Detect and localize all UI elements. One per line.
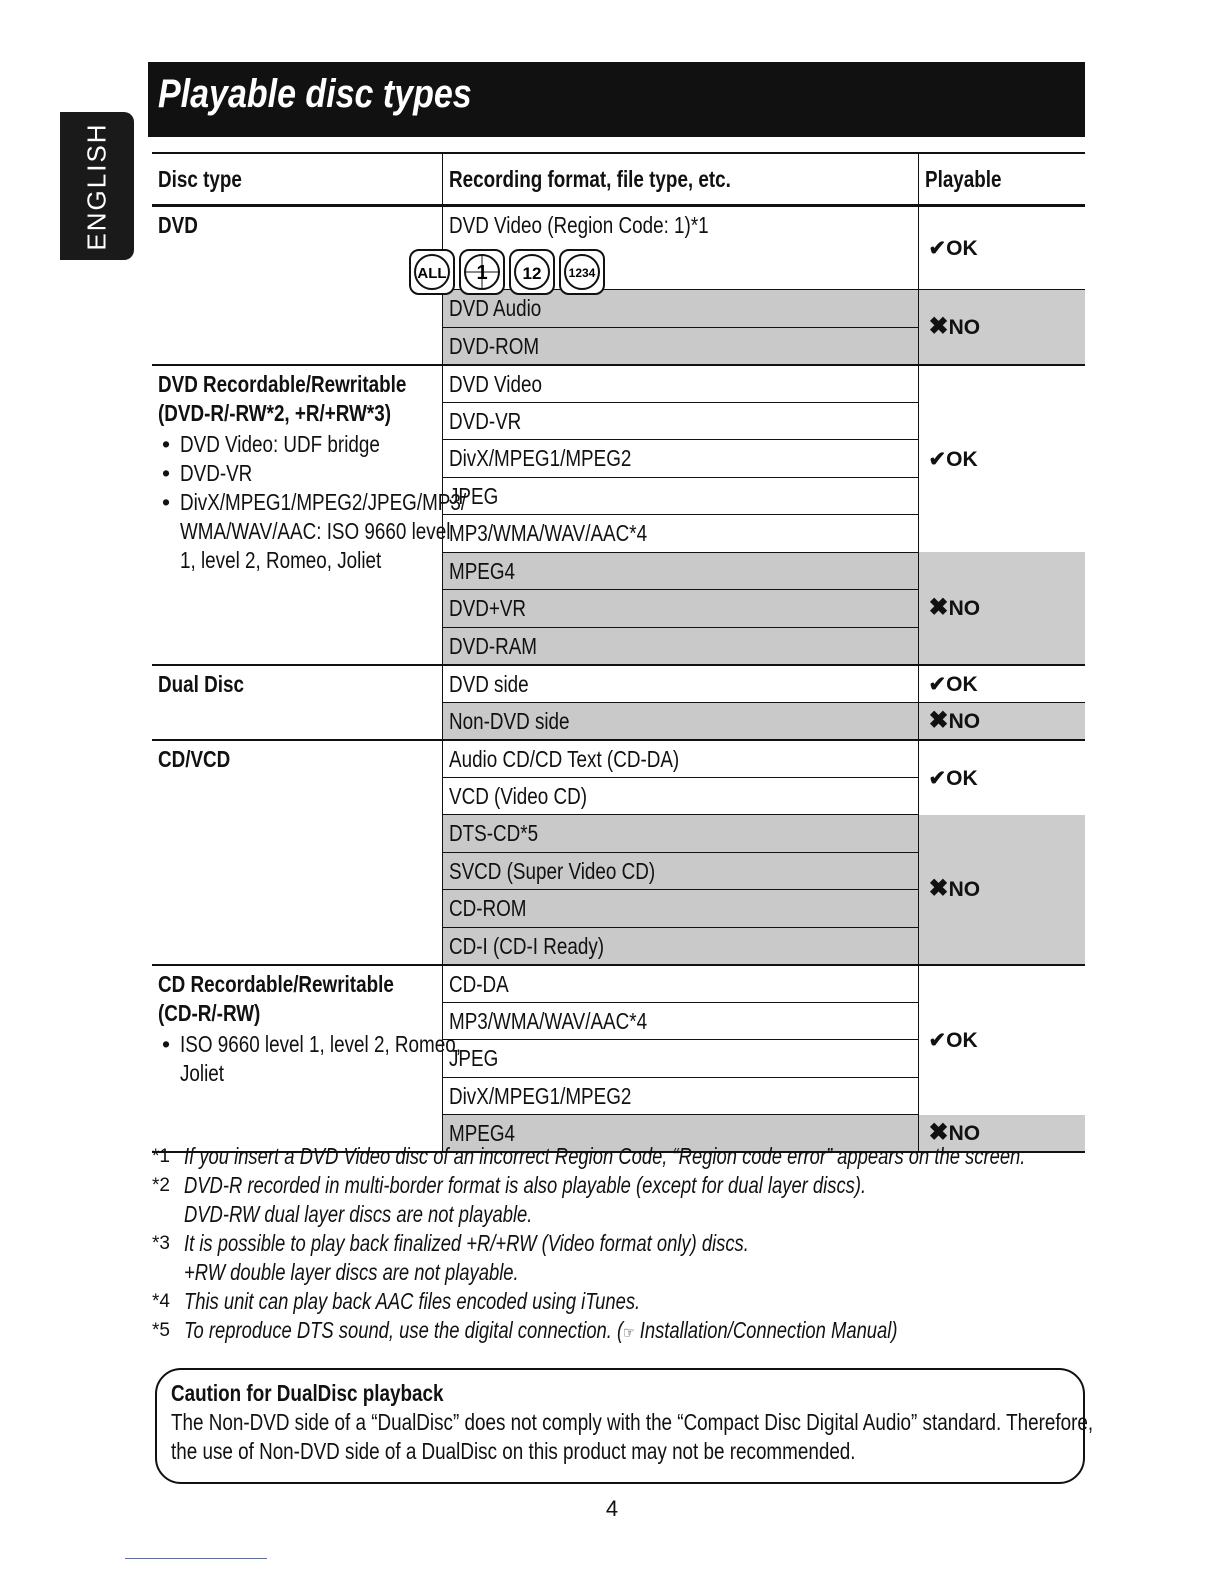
playable-ok: ✔OK [928,447,978,471]
svg-text:12: 12 [522,264,541,283]
disc-type-dvd-recordable: DVD Recordable/Rewritable (DVD-R/-RW*2, +R/+RW*3) • DVD Video: UDF bridge • DVD-VR • DivX/MPEG1/MPEG2/JPEG/MP3/ WMA/WAV/AAC: ISO 9660 level 1, level 2, Romeo, Joliet [152,365,442,665]
disc-type-cd-vcd: CD/VCD [152,740,442,965]
language-tab [60,112,134,260]
dvdr-spec-list [158,430,467,575]
region-1234-icon [559,249,605,295]
format-cell: MP3/WMA/WAV/AAC*4 [442,1002,918,1040]
playable-no: ✖NO [918,815,1085,965]
playable-ok: ✔OK [928,1029,978,1052]
page-number: 4 [605,1496,619,1521]
playable-ok: ✔OK [928,766,978,790]
footnote-5: *5 To reproduce DTS sound, use the digital connection. (☞ Installation/Connection Manual) [152,1317,898,1343]
svg-text:ALL: ALL [416,265,447,282]
caution-line-1: The Non-DVD side of a “DualDisc” does not comply with the “Compact Disc Digital Audio” standard. Therefore, [171,1409,1094,1435]
format-cell: DVD Video (Region Code: 1)*1 ALL 1 12 1234 [442,206,918,290]
caution-title: Caution for DualDisc playback [171,1380,444,1406]
page-title: Playable disc types [158,72,472,116]
list-item: • DivX/MPEG1/MPEG2/JPEG/MP3/ WMA/WAV/AAC: ISO 9660 level 1, level 2, Romeo, Joliet [158,488,436,575]
region-12-icon [509,249,555,295]
region-1-icon [459,249,505,295]
footer-divider [125,1558,267,1559]
format-cell: VCD (Video CD) [442,777,918,815]
list-item: • DVD-VR [158,459,436,488]
format-cell: Non-DVD side [442,702,918,740]
header-playable: Playable [918,153,1085,206]
format-cell: DVD-ROM [442,327,918,365]
footnote-2: *2 DVD-R recorded in multi-border format is also playable (except for dual layer discs). DVD-RW dual layer discs are not playable. [152,1172,867,1227]
playable-no: ✖NO [918,290,1085,365]
region-code-icons [409,249,605,295]
format-cell: CD-DA [442,965,918,1003]
format-cell: DivX/MPEG1/MPEG2 [442,1077,918,1115]
playable-no: ✖NO [918,552,1085,665]
disc-type-dvd: DVD [152,206,442,365]
list-item: • ISO 9660 level 1, level 2, Romeo, Joliet [158,1030,436,1088]
format-cell: DVD Audio [442,290,918,328]
table-row [152,365,1085,403]
header-recording-format: Recording format, file type, etc. [442,153,918,206]
caution-line-2: the use of Non-DVD side of a DualDisc on this product may not be recommended. [171,1438,856,1464]
language-tab-label: ENGLISH [81,121,112,251]
format-cell: DVD+VR [442,590,918,628]
list-item: • DVD Video: UDF bridge [158,430,436,459]
footnote-1: *1 If you insert a DVD Video disc of an incorrect Region Code, “Region code error” appears on the screen. [152,1143,1026,1169]
format-cell: MPEG4 [442,1115,918,1153]
format-cell: DVD side [442,665,918,703]
page-title-bar [148,62,1085,137]
format-cell: JPEG [442,477,918,515]
format-cell: JPEG [442,1040,918,1078]
format-cell: CD-ROM [442,890,918,928]
footnote-4: *4 This unit can play back AAC files encoded using iTunes. [152,1288,641,1314]
format-cell: Audio CD/CD Text (CD-DA) [442,740,918,778]
playable-ok: ✔OK [918,665,1085,703]
table-row [152,665,1085,703]
table-header-row [152,153,1085,206]
cdr-spec-list [158,1030,461,1088]
caution-box [155,1368,1094,1484]
footnote-3: *3 It is possible to play back finalized +R/+RW (Video format only) discs. +RW double layer discs are not playable. [152,1230,749,1285]
table-row [152,740,1085,778]
format-cell: DTS-CD*5 [442,815,918,853]
header-disc-type: Disc type [152,153,442,206]
playable-no: ✖NO [918,1115,1085,1153]
format-cell: DVD-VR [442,402,918,440]
format-cell: SVCD (Super Video CD) [442,852,918,890]
format-cell: DVD-RAM [442,627,918,665]
svg-text:1234: 1234 [568,266,595,280]
table-row [152,206,1085,290]
playable-ok: ✔OK [918,206,1085,290]
format-cell: CD-I (CD-I Ready) [442,927,918,965]
hand-pointer-icon: ☞ [623,1325,635,1342]
format-cell: DVD Video [442,365,918,403]
region-all-icon [409,249,455,295]
svg-text:1: 1 [475,262,488,284]
playable-no: ✖NO [918,702,1085,740]
footnotes [152,1142,1082,1348]
playable-disc-table [152,152,1085,1153]
format-cell: DivX/MPEG1/MPEG2 [442,440,918,478]
disc-type-dual-disc: Dual Disc [152,665,442,740]
format-cell: MP3/WMA/WAV/AAC*4 [442,515,918,553]
disc-type-cd-recordable: CD Recordable/Rewritable (CD-R/-RW) • ISO 9660 level 1, level 2, Romeo, Joliet [152,965,442,1153]
table-row [152,965,1085,1003]
format-cell: MPEG4 [442,552,918,590]
